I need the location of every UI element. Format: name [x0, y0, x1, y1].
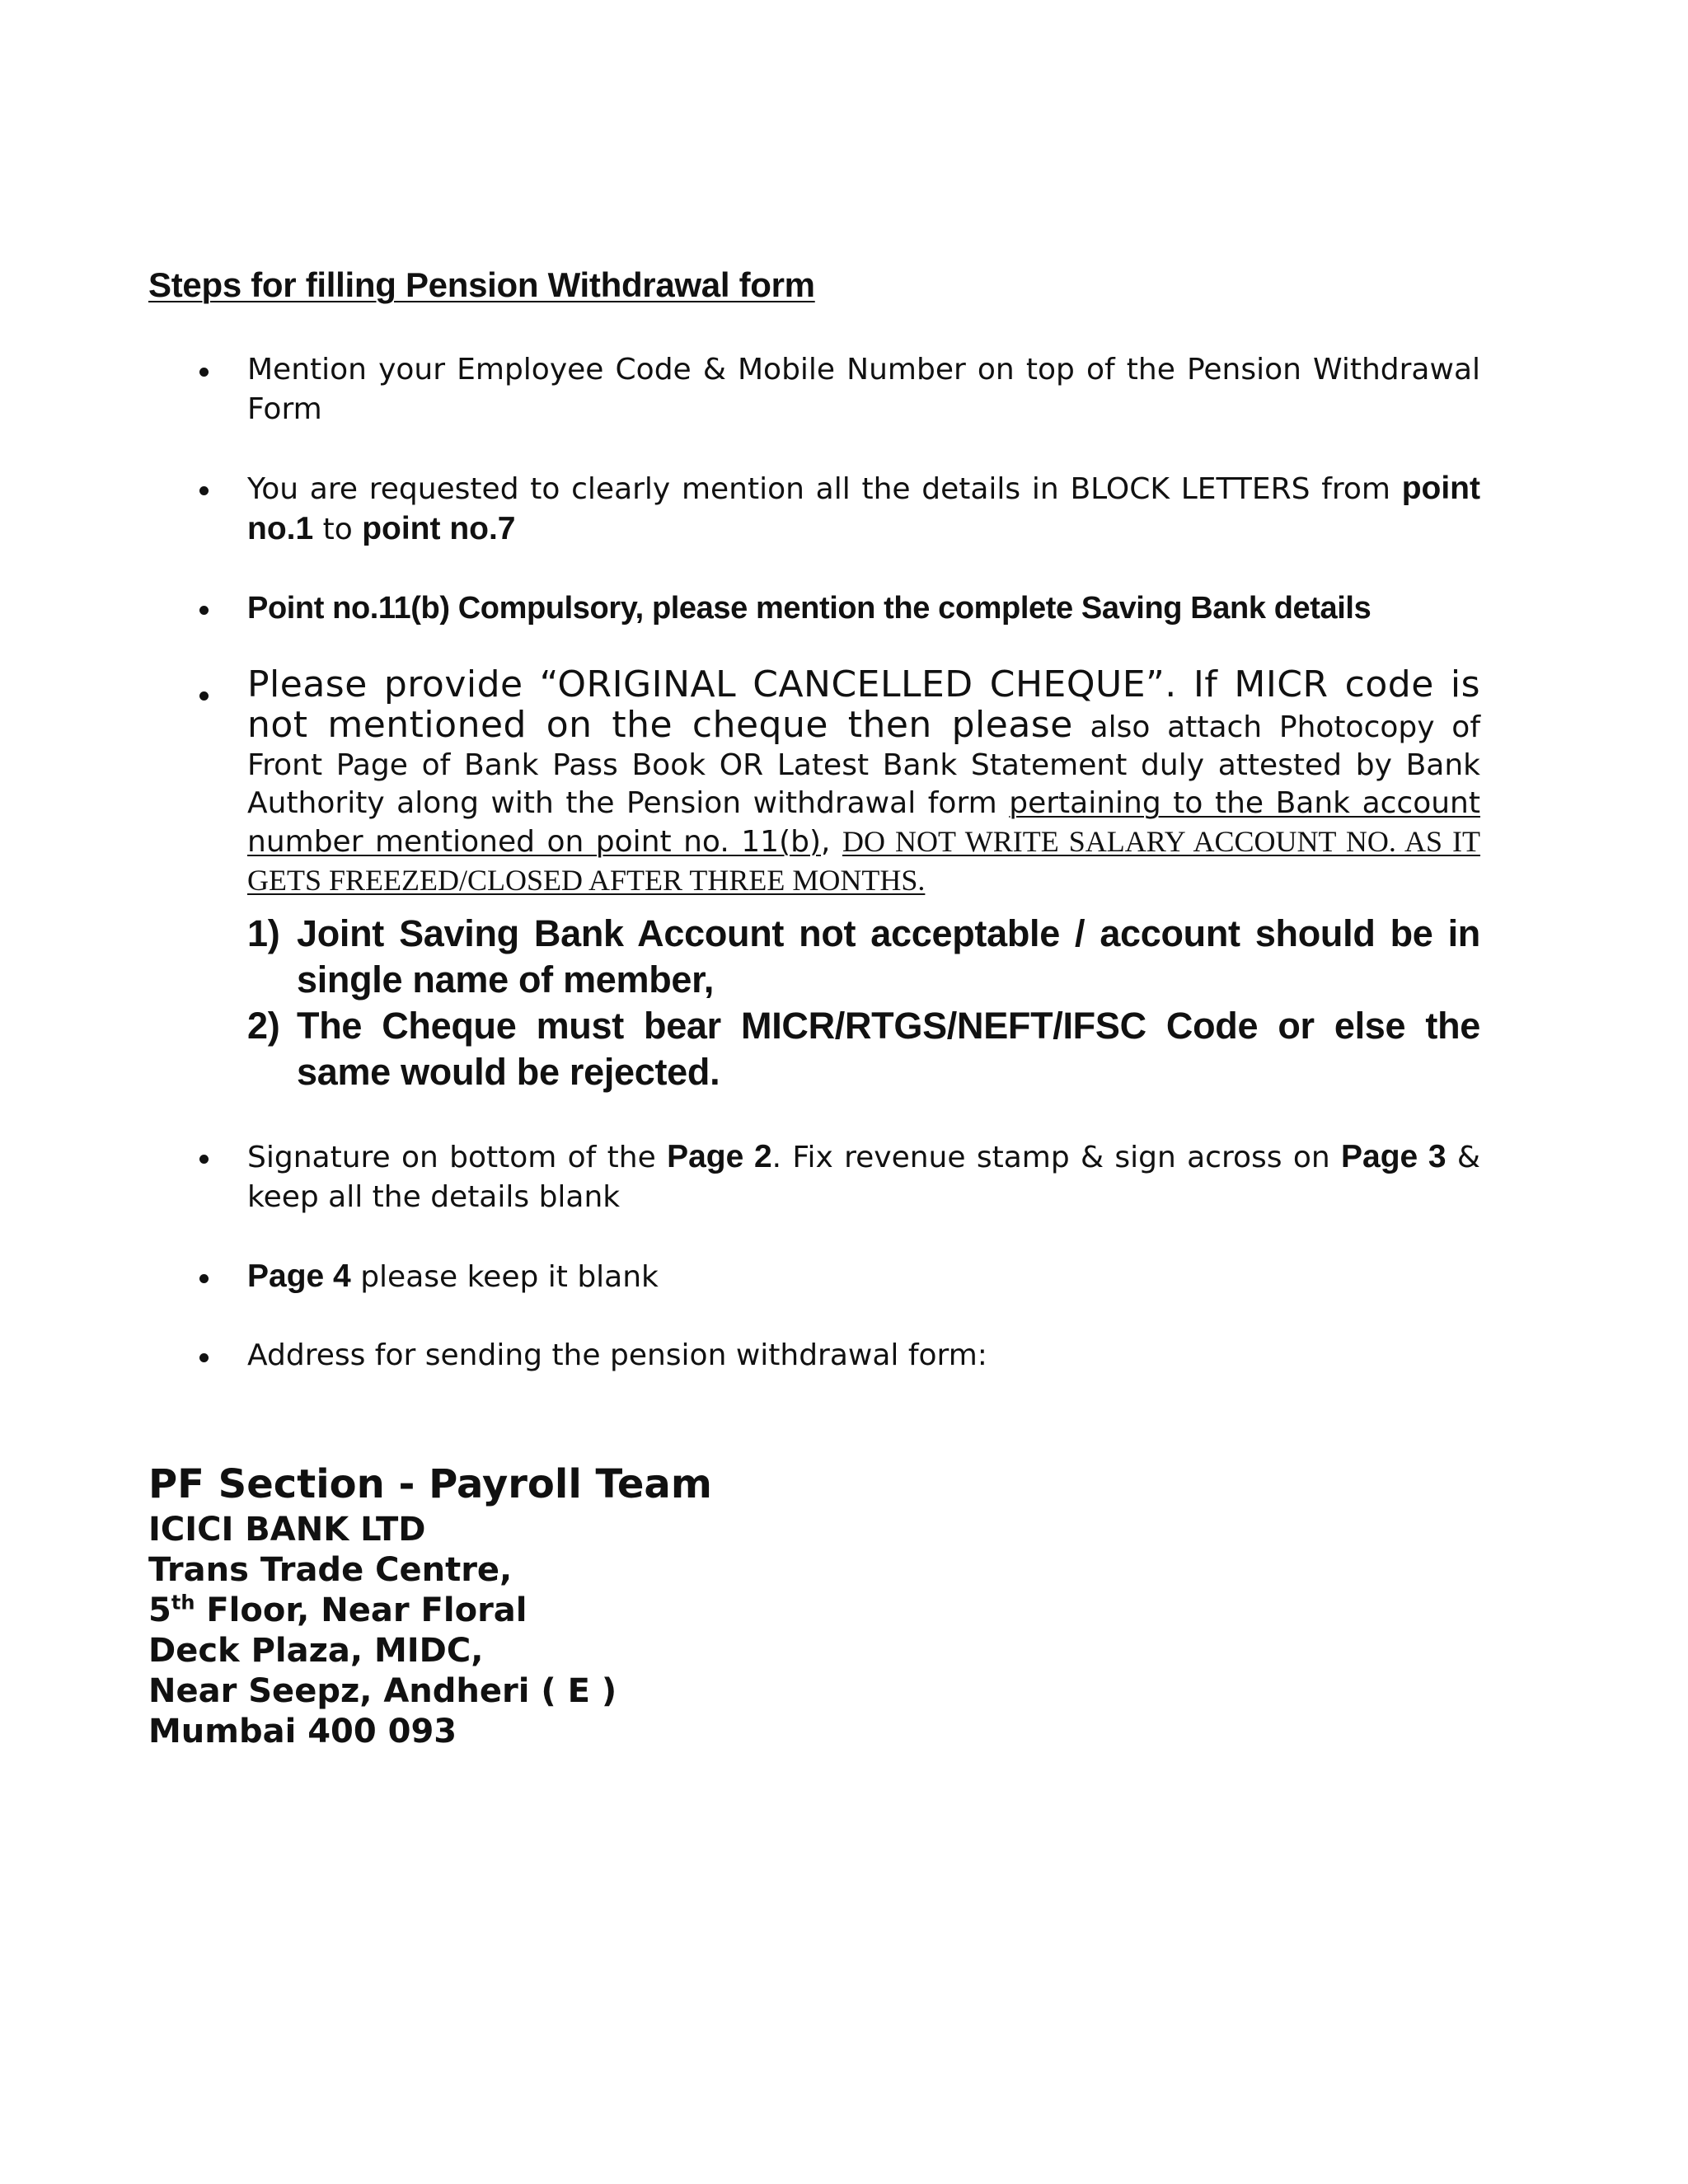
address-line-3 [148, 1591, 712, 1631]
mailing-address [148, 1459, 712, 1752]
step-5-page-3: Page 3 [1341, 1139, 1447, 1174]
step-2-to: to [313, 513, 363, 546]
step-3-text: Point no.11(b) Compulsory, please mention the complete Saving Bank details [247, 591, 1372, 626]
bullet-1 [196, 363, 213, 379]
step-4 [247, 663, 1481, 900]
step-7-text: Address for sending the pension withdrawal form: [247, 1338, 987, 1372]
step-2-point-from: point no.1 [247, 471, 1480, 546]
step-4-comma: , [821, 825, 842, 859]
step-2 [247, 469, 1480, 550]
condition-number-2: 2) [247, 1005, 280, 1047]
condition-item-1 [247, 911, 1480, 1003]
step-6-page-4: Page 4 [247, 1258, 351, 1294]
address-floor-rest: Floor, Near Floral [195, 1591, 528, 1629]
address-heading: PF Section - Payroll Team [148, 1461, 712, 1507]
address-floor-number: 5 [148, 1591, 171, 1629]
address-floor-suffix: th [171, 1591, 195, 1615]
step-4-cheque-instruction: Please provide “ORIGINAL CANCELLED CHEQUE”. If MICR code is not mentioned on the cheque then please [247, 663, 1480, 746]
address-line-5: Near Seepz, Andheri ( E ) [148, 1672, 617, 1710]
step-5 [247, 1137, 1480, 1217]
step-7 [247, 1336, 1480, 1376]
bullet-3 [196, 601, 213, 617]
address-line-1: ICICI BANK LTD [148, 1511, 426, 1549]
step-6-text: please keep it blank [350, 1260, 659, 1294]
step-4-conditions [247, 911, 1480, 1095]
address-line-6: Mumbai 400 093 [148, 1713, 457, 1750]
step-6 [247, 1257, 1480, 1297]
step-5-text: Signature on bottom of the [247, 1141, 668, 1174]
condition-text-2: The Cheque must bear MICR/RTGS/NEFT/IFSC Code or else the same would be rejected. [297, 1005, 1480, 1093]
page-title: Steps for filling Pension Withdrawal form [148, 265, 815, 304]
step-3 [247, 588, 1480, 628]
bullet-7 [196, 1348, 213, 1365]
condition-item-2 [247, 1003, 1480, 1095]
step-5-stamp: . Fix revenue stamp & sign across on [771, 1141, 1341, 1174]
step-2-point-to: point no.7 [362, 511, 516, 546]
step-2-text: You are requested to clearly mention all the details in BLOCK LETTERS from [247, 472, 1402, 506]
step-4-salary-warning: DO NOT WRITE SALARY ACCOUNT NO. AS IT GETS FREEZED/CLOSED AFTER THREE MONTHS. [247, 825, 1481, 897]
address-line-2: Trans Trade Centre, [148, 1551, 513, 1589]
bullet-5 [196, 1150, 213, 1166]
step-1 [247, 350, 1480, 429]
bullet-6 [196, 1269, 213, 1286]
step-1-text: Mention your Employee Code & Mobile Number on top of the Pension Withdrawal Form [247, 353, 1480, 426]
step-4-account-reference: pertaining to the Bank account number mentioned on point no. 11(b) [247, 786, 1480, 859]
step-5-page-2: Page 2 [667, 1139, 772, 1174]
step-5-blank: & keep all the details blank [247, 1141, 1480, 1214]
step-4-attach-instruction: also attach Photocopy of Front Page of Bank Pass Book OR Latest Bank Statement duly attested by Bank Authority along with the Pension withdrawal form [247, 710, 1480, 820]
bullet-2 [196, 481, 213, 498]
condition-number-1: 1) [247, 912, 280, 954]
address-line-4: Deck Plaza, MIDC, [148, 1632, 484, 1670]
condition-text-1: Joint Saving Bank Account not acceptable / account should be in single name of member, [297, 912, 1480, 1001]
bullet-4 [196, 687, 213, 703]
